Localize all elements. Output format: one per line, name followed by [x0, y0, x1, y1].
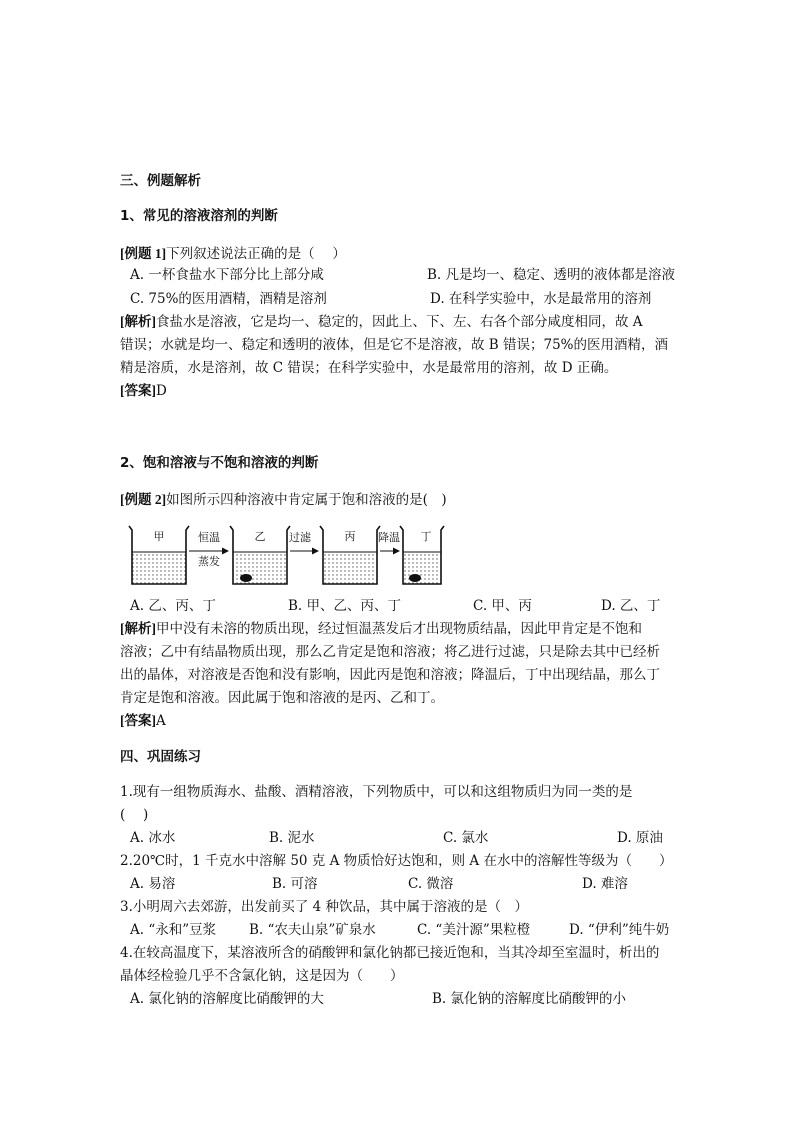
question-4-stem-line-2: 晶体经检验几乎不含氯化钠，这是因为（ ）: [120, 968, 404, 984]
question-4-option-a: A. 氯化钠的溶解度比硝酸钾的大: [130, 991, 324, 1007]
example-1-option-c: C. 75%的医用酒精，酒精是溶剂: [130, 291, 327, 307]
step-2-label: 过滤: [289, 531, 311, 544]
question-1-option-a: A. 冰水: [130, 830, 176, 846]
question-1-blank: ( ): [120, 807, 149, 823]
example-2-option-a: A. 乙、丙、丁: [130, 598, 216, 614]
question-3-stem: 3.小明周六去郊游，出发前买了 4 种饮品，其中属于溶液的是（ ）: [120, 899, 529, 915]
question-3-option-a: A. “永和”豆浆: [130, 922, 217, 938]
question-2-option-a: A. 易溶: [130, 876, 176, 892]
crystal-ding: [409, 574, 421, 582]
example-2-answer: [120, 711, 166, 731]
example-2-analysis-line-3: 出的晶体，对溶液是否饱和没有影响，因此丙是饱和溶液；降温后，丁中出现结晶，那么丁: [120, 667, 660, 683]
step-1-bottom-label: 蒸发: [198, 555, 220, 568]
example-1-answer-tag: [答案]: [120, 383, 156, 398]
question-3-option-b: B. “农夫山泉”矿泉水: [249, 922, 376, 938]
question-4-option-b: B. 氯化钠的溶解度比硝酸钾的小: [432, 991, 627, 1007]
example-2-option-b: B. 甲、乙、丙、丁: [288, 598, 402, 614]
example-1-analysis-tag: [解析]: [120, 314, 156, 329]
example-1-tag: [例题 1]: [120, 246, 167, 261]
beaker-process-diagram: [128, 522, 446, 590]
example-1-option-a: A. 一杯食盐水下部分比上部分咸: [130, 267, 324, 283]
question-4-stem-line-1: 4.在较高温度下，某溶液所含的硝酸钾和氯化钠都已接近饱和，当其冷却至室温时，析出的: [120, 945, 660, 961]
example-1-analysis-line-1: [120, 312, 643, 332]
example-1-answer: [120, 381, 167, 401]
example-1-question: [120, 244, 346, 264]
beaker-ding: [400, 526, 444, 584]
step-1-top-label: 恒温: [198, 531, 220, 544]
section-4-title: 四、巩固练习: [120, 749, 201, 765]
example-2-question-text: 如图所示四种溶液中肯定属于饱和溶液的是( ): [166, 492, 447, 508]
beaker-yi-label: 乙: [254, 530, 266, 543]
beaker-ding-label: 丁: [420, 530, 432, 543]
question-2-option-b: B. 可溶: [272, 876, 318, 892]
beaker-jia-label: 甲: [153, 530, 165, 543]
question-2-option-d: D. 难溶: [582, 876, 628, 892]
subsection-2-title: 2、饱和溶液与不饱和溶液的判断: [120, 455, 319, 471]
example-2-analysis-tag: [解析]: [120, 621, 156, 636]
example-2-option-d: D. 乙、丁: [601, 598, 661, 614]
example-2-analysis-line-4: 肯定是饱和溶液。因此属于饱和溶液的是丙、乙和丁。: [120, 690, 444, 706]
beaker-jia: [129, 526, 189, 584]
question-1-option-d: D. 原油: [617, 830, 663, 846]
beaker-bing: [320, 526, 380, 584]
example-1-option-b: B. 凡是均一、稳定、透明的液体都是溶液: [427, 267, 676, 283]
example-1-analysis-line-2: 错误；水就是均一、稳定和透明的液体，但是它不是溶液，故 B 错误；75%的医用酒精，酒: [120, 337, 669, 353]
step-3-label: 降温: [378, 531, 400, 544]
beaker-bing-label: 丙: [344, 530, 356, 543]
example-2-tag: [例题 2]: [120, 492, 167, 507]
question-3-option-d: D. “伊利”纯牛奶: [569, 922, 670, 938]
example-2-answer-value: A: [156, 713, 166, 729]
question-1-stem: 1.现有一组物质海水、盐酸、酒精溶液，下列物质中，可以和这组物质归为同一类的是: [120, 784, 633, 800]
example-2-answer-tag: [答案]: [120, 713, 156, 728]
subsection-1-title: 1、常见的溶液溶剂的判断: [120, 208, 278, 224]
question-1-option-b: B. 泥水: [269, 830, 315, 846]
example-1-analysis-line-3: 精是溶质，水是溶剂，故 C 错误；在科学实验中，水是最常用的溶剂，故 D 正确。: [120, 360, 618, 376]
example-1-option-d: D. 在科学实验中，水是最常用的溶剂: [430, 291, 652, 307]
section-3-title: 三、例题解析: [120, 173, 201, 189]
example-1-answer-value: D: [156, 383, 167, 399]
beaker-yi: [230, 526, 290, 584]
question-3-option-c: C. “美汁源”果粒橙: [417, 922, 531, 938]
example-2-analysis-line-2: 溶液；乙中有结晶物质出现，那么乙肯定是饱和溶液；将乙进行过滤，只是除去其中已经析: [120, 644, 660, 660]
question-2-stem: 2.20℃时，1 千克水中溶解 50 克 A 物质恰好达饱和，则 A 在水中的溶解性等级为（ ）: [120, 853, 673, 869]
example-2-analysis-text-1: 甲中没有未溶的物质出现，经过恒温蒸发后才出现物质结晶，因此甲肯定是不饱和: [156, 621, 642, 637]
example-1-question-text: 下列叙述说法正确的是（ ）: [166, 246, 346, 262]
example-2-question: [120, 490, 447, 510]
crystal-yi: [240, 574, 252, 582]
question-2-option-c: C. 微溶: [408, 876, 454, 892]
question-1-option-c: C. 氯水: [443, 830, 489, 846]
example-2-analysis-line-1: [120, 619, 642, 639]
example-1-analysis-text-1: 食盐水是溶液，它是均一、稳定的，因此上、下、左、右各个部分咸度相同，故 A: [156, 314, 643, 330]
example-2-option-c: C. 甲、丙: [473, 598, 532, 614]
